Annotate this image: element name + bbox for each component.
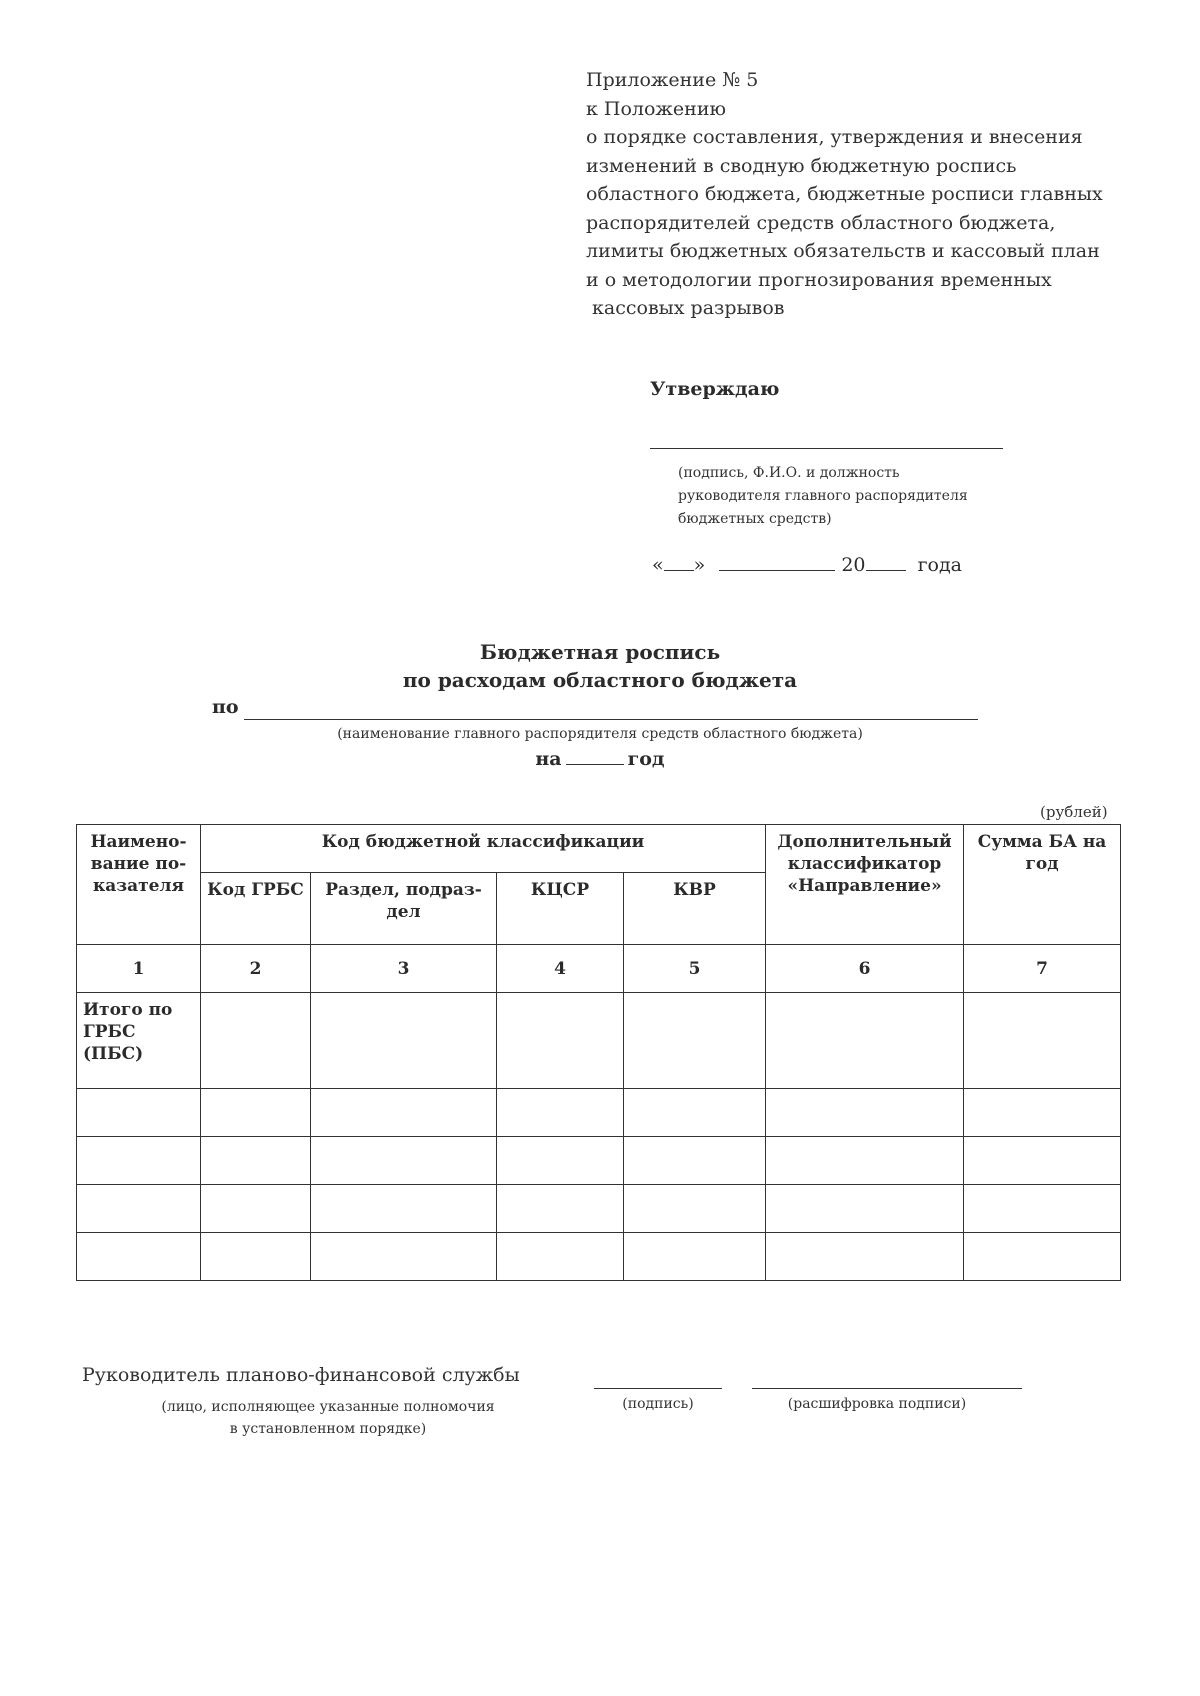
table-cell[interactable] (624, 993, 766, 1089)
table-cell[interactable] (311, 993, 497, 1089)
year-prefix: на (535, 748, 562, 770)
table-cell[interactable] (624, 1233, 766, 1281)
table-cell[interactable] (964, 1185, 1121, 1233)
approval-title: Утверждаю (650, 378, 780, 400)
po-label: по (212, 696, 239, 718)
table-cell[interactable] (497, 1089, 624, 1137)
doc-title-line2: по расходам областного бюджета (402, 668, 798, 692)
table-cell[interactable] (201, 1137, 311, 1185)
table-cell[interactable] (201, 993, 311, 1089)
table-cell[interactable] (766, 1137, 964, 1185)
table-cell[interactable] (964, 1089, 1121, 1137)
col-number: 6 (766, 945, 964, 993)
table-cell[interactable] (766, 1185, 964, 1233)
footer-signature-caption: (подпись) (622, 1396, 694, 1412)
table-cell[interactable] (964, 1137, 1121, 1185)
footer-decode-caption: (расшифровка подписи) (787, 1396, 967, 1412)
date-open-quote: « (652, 554, 664, 576)
table-cell[interactable] (766, 1233, 964, 1281)
table-cell[interactable] (497, 1185, 624, 1233)
appendix-line: Приложение № 5 (586, 69, 759, 91)
col-number: 7 (964, 945, 1121, 993)
header-code-group: Код бюджетной классификации (201, 825, 766, 873)
header-section: Раздел, подраз-дел (311, 873, 497, 945)
appendix-line: о порядке составления, утверждения и внесения (586, 126, 1083, 148)
doc-title-line1: Бюджетная роспись (479, 640, 721, 664)
appendix-line: кассовых разрывов (586, 297, 785, 319)
footer-caption (128, 1396, 528, 1440)
po-caption: (наименование главного распорядителя средств областного бюджета) (337, 726, 863, 742)
table-row (77, 1233, 1121, 1281)
appendix-line: к Положению (586, 97, 727, 120)
col-number: 3 (311, 945, 497, 993)
table-cell[interactable] (964, 993, 1121, 1089)
table-header-row (77, 825, 1121, 873)
table-number-row (77, 945, 1121, 993)
year-row (0, 748, 1200, 770)
po-line (244, 719, 978, 720)
approval-caption (678, 462, 968, 531)
table-cell[interactable] (311, 1089, 497, 1137)
date-month-blank (719, 569, 835, 571)
units-label: (рублей) (1040, 803, 1108, 821)
table-row (77, 1137, 1121, 1185)
col-number: 1 (77, 945, 201, 993)
table-cell[interactable] (497, 1233, 624, 1281)
date-close-quote: » (693, 554, 706, 576)
table-cell[interactable] (201, 1185, 311, 1233)
table-cell[interactable] (77, 1089, 201, 1137)
table-cell[interactable] (497, 993, 624, 1089)
header-kcsr: КЦСР (497, 873, 624, 945)
footer-caption-line: в установленном порядке) (229, 1421, 427, 1437)
appendix-line: изменений в сводную бюджетную роспись (586, 154, 1017, 177)
table-row (77, 1089, 1121, 1137)
col-number: 5 (624, 945, 766, 993)
table-cell[interactable] (201, 1089, 311, 1137)
date-year-blank (866, 569, 906, 571)
date-suffix: года (917, 554, 962, 576)
table-total-row (77, 993, 1121, 1089)
header-extra-classifier: Дополнительный классификатор «Направление» (766, 825, 964, 945)
table-row (77, 1185, 1121, 1233)
col-number: 2 (201, 945, 311, 993)
appendix-line: лимиты бюджетных обязательств и кассовый план (586, 240, 1100, 262)
total-label: Итого по ГРБС (ПБС) (77, 993, 201, 1089)
approval-caption-line: руководителя главного распорядителя (678, 488, 968, 504)
appendix-line: и о методологии прогнозирования временных (586, 268, 1052, 291)
approval-caption-line: бюджетных средств) (678, 511, 832, 527)
budget-table (76, 824, 1121, 1281)
footer-head: Руководитель планово-финансовой службы (82, 1364, 520, 1386)
approval-signature-line (650, 448, 1003, 449)
table-cell[interactable] (497, 1137, 624, 1185)
approval-caption-line: (подпись, Ф.И.О. и должность (678, 465, 900, 481)
table-cell[interactable] (311, 1137, 497, 1185)
table-cell[interactable] (624, 1137, 766, 1185)
header-kvr: КВР (624, 873, 766, 945)
table-cell[interactable] (766, 993, 964, 1089)
appendix-block (586, 66, 1103, 323)
date-day-blank (664, 569, 694, 571)
appendix-line: областного бюджета, бюджетные росписи главных (586, 183, 1103, 205)
table-cell[interactable] (624, 1089, 766, 1137)
approval-date (652, 554, 962, 576)
col-number: 4 (497, 945, 624, 993)
table-cell[interactable] (77, 1185, 201, 1233)
year-suffix: год (627, 748, 665, 770)
appendix-line: распорядителей средств областного бюджета, (586, 211, 1056, 234)
table-cell[interactable] (311, 1185, 497, 1233)
table-cell[interactable] (201, 1233, 311, 1281)
header-grbs: Код ГРБС (201, 873, 311, 945)
table-cell[interactable] (77, 1137, 201, 1185)
table-cell[interactable] (77, 1233, 201, 1281)
table-cell[interactable] (964, 1233, 1121, 1281)
date-year-prefix: 20 (841, 554, 866, 576)
year-blank (566, 763, 624, 765)
footer-caption-line: (лицо, исполняющее указанные полномочия (161, 1399, 495, 1415)
table-cell[interactable] (311, 1233, 497, 1281)
table-cell[interactable] (624, 1185, 766, 1233)
header-sum: Сумма БА на год (964, 825, 1121, 945)
footer-signature-line (594, 1388, 722, 1389)
table-cell[interactable] (766, 1089, 964, 1137)
header-name: Наимено-вание по-казателя (77, 825, 201, 945)
footer-decode-line (752, 1388, 1022, 1389)
